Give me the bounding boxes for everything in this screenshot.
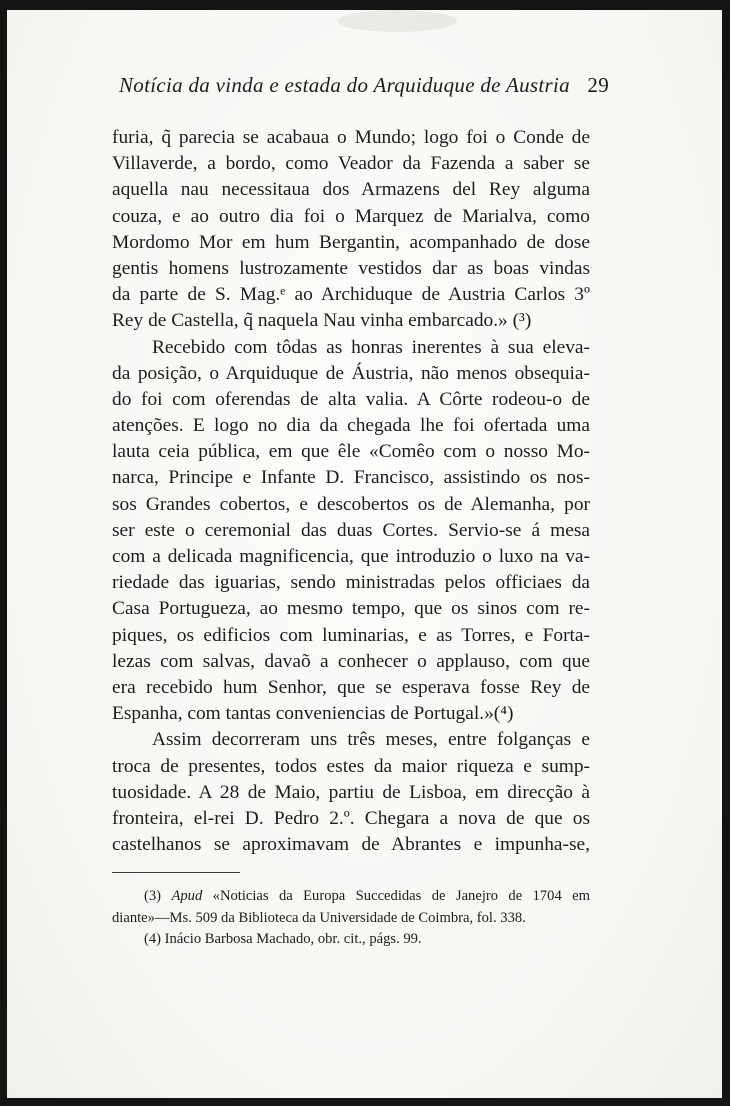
footnotes bbox=[112, 886, 590, 951]
footnote-3-line-1 bbox=[112, 886, 590, 908]
paragraph-start: Recebido com tôdas as honras inerentes à sua eleva- bbox=[152, 336, 590, 358]
book-page bbox=[7, 10, 722, 1098]
body-line: couza, e ao outro dia foi o Marquez de Marialva, como bbox=[112, 205, 590, 227]
body-line: Espanha, com tantas conveniencias de Portugal.»(⁴) bbox=[112, 703, 514, 725]
scan-smudge bbox=[337, 10, 457, 32]
running-head bbox=[119, 73, 609, 103]
body-line: atenções. E logo no dia da chegada lhe foi ofertada uma bbox=[112, 415, 590, 437]
body-line: riedade das iguarias, sendo ministradas pelos officiaes da bbox=[112, 572, 590, 594]
body-text bbox=[112, 125, 590, 858]
body-line: lezas com salvas, davaõ a conhecer o applauso, com que bbox=[112, 650, 590, 672]
footnote-3-marker: (3) bbox=[144, 888, 162, 904]
body-line: da posição, o Arquiduque de Áustria, não menos obsequia- bbox=[112, 362, 590, 384]
body-line: Rey de Castella, q̃ naquela Nau vinha embarcado.» (³) bbox=[112, 310, 532, 332]
body-line: aquella nau necessitaua dos Armazens del Rey alguma bbox=[112, 179, 590, 201]
footnote-rule bbox=[112, 872, 240, 873]
body-line: lauta ceia pública, em que êle «Comêo com o nosso Mo- bbox=[112, 441, 590, 463]
body-line: tuosidade. A 28 de Maio, partiu de Lisboa, em direcção à bbox=[112, 781, 590, 803]
body-line: fronteira, el-rei D. Pedro 2.º. Chegara a nova de que os bbox=[112, 807, 590, 829]
body-line: furia, q̃ parecia se acabaua o Mundo; logo foi o Conde de bbox=[112, 127, 590, 148]
body-line: do foi com oferendas de alta valia. A Côrte rodeou-o de bbox=[112, 388, 590, 410]
running-head-title: Notícia da vinda e estada do Arquiduque de Austria bbox=[119, 73, 570, 97]
body-line: com a delicada magnificencia, que introduzio o luxo na va- bbox=[112, 546, 590, 567]
footnote-3-line-2: diante»—Ms. 509 da Biblioteca da Universidade de Coimbra, fol. 338. bbox=[112, 909, 526, 926]
footnote-3-text: «Noticias da Europa Succedidas de Janejro de 1704 em bbox=[212, 888, 590, 904]
footnote-3-apud: Apud bbox=[171, 888, 203, 904]
body-line: piques, os edificios com luminarias, e as Torres, e Forta- bbox=[112, 624, 590, 646]
body-line: Mordomo Mor em hum Bergantin, acompanhado de dose bbox=[112, 231, 590, 253]
body-line: narca, Principe e Infante D. Francisco, assistindo os nos- bbox=[112, 467, 590, 489]
footnote-4: (4) Inácio Barbosa Machado, obr. cit., págs. 99. bbox=[144, 931, 422, 947]
body-line: sos Grandes cobertos, e descobertos os de Alemanha, por bbox=[112, 493, 590, 515]
body-line: ser este o ceremonial das duas Cortes. Servio-se á mesa bbox=[112, 519, 590, 541]
body-line: gentis homens lustrozamente vestidos dar as boas vindas bbox=[112, 257, 590, 279]
body-line: Casa Portugueza, ao mesmo tempo, que os sinos com re- bbox=[112, 598, 590, 620]
body-line: castelhanos se aproximavam de Abrantes e impunha-se, bbox=[112, 834, 590, 856]
body-line: da parte de S. Mag.ᵉ ao Archiduque de Austria Carlos 3º bbox=[112, 284, 590, 306]
body-line: era recebido hum Senhor, que se esperava fosse Rey de bbox=[112, 676, 590, 698]
page-number: 29 bbox=[587, 73, 609, 97]
body-line: Villaverde, a bordo, como Veador da Fazenda a saber se bbox=[112, 153, 590, 175]
paragraph-start: Assim decorreram uns três meses, entre folganças e bbox=[152, 729, 590, 751]
body-line: troca de presentes, todos estes da maior riqueza e sump- bbox=[112, 755, 590, 777]
